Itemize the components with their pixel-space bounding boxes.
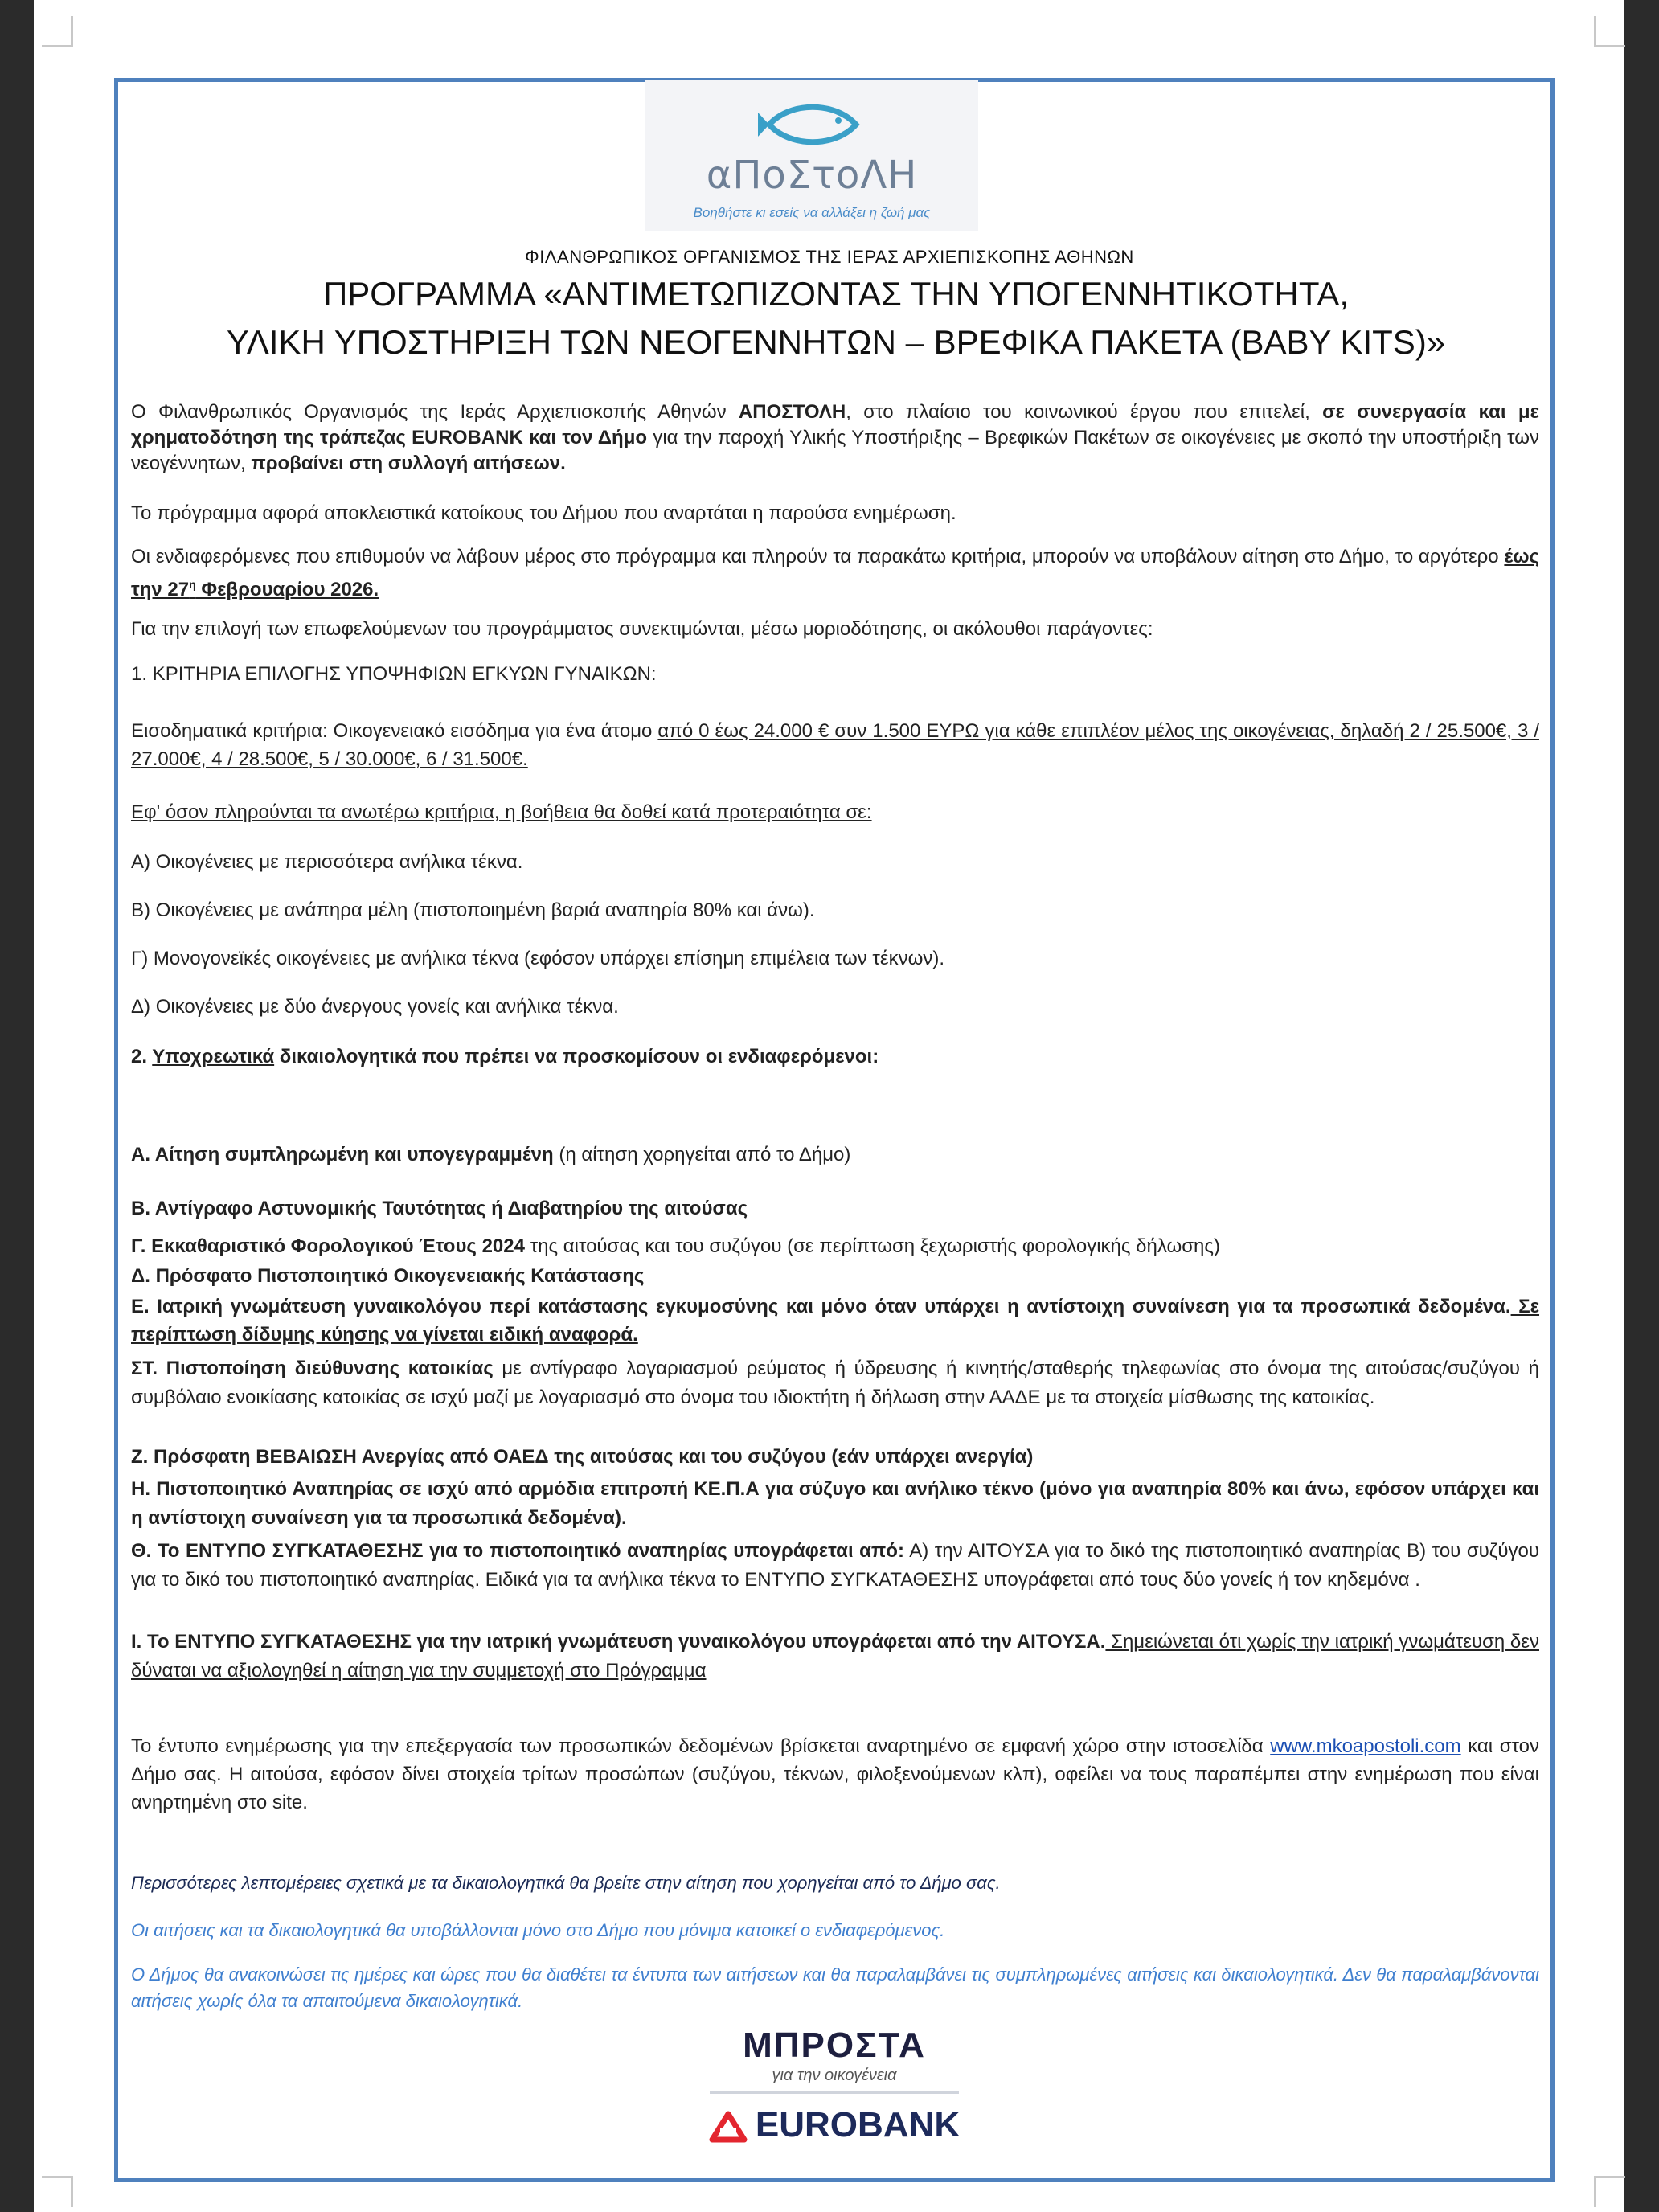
mprosta-tagline: για την οικογένεια (772, 2067, 897, 2084)
organization-line: ΦΙΛΑΝΘΡΩΠΙΚΟΣ ΟΡΓΑΝΙΣΜΟΣ ΤΗΣ ΙΕΡΑΣ ΑΡΧΙΕΠΙΣΚΟΠΗΣ ΑΘΗΝΩΝ (525, 247, 1134, 267)
deadline-month: Φεβρουαρίου 2026. (195, 579, 379, 600)
doc-item-d: Δ. Πρόσφατο Πιστοποιητικό Οικογενειακής Κατάστασης (131, 1265, 645, 1287)
crop-mark-top-left (42, 16, 73, 47)
crop-mark-top-right (1594, 16, 1625, 47)
logo-name: αΠοΣτοΛΗ (706, 153, 918, 198)
intro-action: προβαίνει στη συλλογή αιτήσεων. (251, 453, 566, 474)
intro-text-e: για την παροχή Υλικής Υποστήριξης – Βρεφικών Πακέτων σε οικογένειες με σκοπό την υποστήριξη των νεογέννητων, (131, 427, 1539, 474)
doc-item-i (131, 1628, 1539, 1686)
deadline-day: έως την 27 (131, 546, 1539, 600)
eurobank-mark-icon (709, 2111, 748, 2143)
fish-icon (758, 104, 866, 145)
logo-divider (710, 2091, 959, 2094)
priority-item-b: Β) Οικογένειες με ανάπηρα μέλη (πιστοποιημένη βαριά αναπηρία 80% και άνω). (131, 899, 815, 921)
income-criteria (131, 717, 1539, 773)
mprosta-logo: ΜΠΡΟΣΤΑ (743, 2026, 926, 2065)
doc-th-title: Θ. Το ΕΝΤΥΠΟ ΣΥΓΚΑΤΑΘΕΣΗΣ για το πιστοποιητικό αναπηρίας υπογράφεται από: (131, 1540, 904, 1562)
sponsor-logos (702, 2026, 967, 2186)
doc-item-h: Η. Πιστοποιητικό Αναπηρίας σε ισχύ από αρμόδια επιτροπή ΚΕ.Π.Α για σύζυγο και ανήλικο τέκνο (μόνο για αναπηρία 80% και άνω, εφόσον υπάρχει και η αντίστοιχη συναίνεση για τα προσωπικά δεδομένα). (131, 1478, 1539, 1529)
note-details: Περισσότερες λεπτομέρειες σχετικά με τα δικαιολογητικά θα βρείτε στην αίτηση που χορηγείται από το Δήμο σας. (131, 1873, 1001, 1893)
note-schedule: Ο Δήμος θα ανακοινώσει τις ημέρες και ώρες που θα διαθέτει τα έντυπα των αιτήσεων και θα παραλαμβάνει τις συμπληρωμένες αιτήσεις και δικαιολογητικά. Δεν θα παραλαμβάνονται αιτήσεις χωρίς όλα τα απαιτούμενα δικαιολογητικά. (131, 1964, 1539, 2011)
section-2-number: 2. (131, 1046, 153, 1067)
doc-e-twins-note: Σε περίπτωση δίδυμης κύησης να γίνεται ειδική αναφορά. (131, 1296, 1540, 1346)
intro-paragraph (131, 399, 1539, 477)
apostoli-logo (645, 80, 978, 231)
doc-a-note: (η αίτηση χορηγείται από το Δήμο) (553, 1144, 851, 1165)
privacy-paragraph (131, 1732, 1539, 1817)
crop-mark-bottom-left (42, 2176, 73, 2207)
deadline-paragraph (131, 543, 1539, 604)
program-title-line-2: ΥΛΙΚΗ ΥΠΟΣΤΗΡΙΞΗ ΤΩΝ ΝΕΟΓΕΝΝΗΤΩΝ – ΒΡΕΦΙΚΑ ΠΑΚΕΤΑ (BABY KITS)» (226, 323, 1446, 361)
eurobank-name: EUROBANK (755, 2105, 961, 2144)
income-thresholds: από 0 έως 24.000 € συν 1.500 ΕΥΡΩ για κάθε επιπλέον μέλος της οικογένειας, δηλαδή 2 / 25.500€, 3 / 27.000€, 4 / 28.500€, 5 / 30.000€, 6 / 31.500€. (131, 720, 1539, 770)
note-submission: Οι αιτήσεις και τα δικαιολογητικά θα υποβάλλονται μόνο στο Δήμο που μόνιμα κατοικεί ο ενδιαφερόμενος. (131, 1920, 945, 1940)
intro-text-c: , στο πλαίσιο του κοινωνικού έργου που επιτελεί, (846, 401, 1323, 423)
doc-item-st (131, 1354, 1539, 1412)
section-2-heading (131, 1043, 1539, 1070)
doc-item-a (131, 1141, 1539, 1168)
doc-st-note: με αντίγραφο λογαριασμού ρεύματος ή ύδρευσης ή κινητής/σταθερής τηλεφωνίας στο όνομα της αιτούσας/συζύγου ή συμβόλαιο ενοικίασης κατοικίας σε ισχύ μαζί με λογαριασμό στο όνομα του ιδιοκτήτη ή δήλωση στην ΑΑΔΕ με τα στοιχεία μίσθωσης της κατοικίας. (131, 1358, 1539, 1408)
intro-text-a: Ο Φιλανθρωπικός Οργανισμός της Ιεράς Αρχιεπισκοπής Αθηνών (131, 401, 739, 423)
doc-i-note: Σημειώνεται ότι χωρίς την ιατρική γνωμάτευση δεν δύναται να αξιολογηθεί η αίτηση για την συμμετοχή στο Πρόγραμμα (131, 1631, 1539, 1682)
logo-tagline: Βοηθήστε κι εσείς να αλλάξει η ζωή μας (693, 205, 931, 220)
doc-st-title: ΣΤ. Πιστοποίηση διεύθυνσης κατοικίας (131, 1358, 494, 1379)
intro-partnership: σε συνεργασία και με χρηματοδότηση της τράπεζας EUROBANK και τον Δήμο (131, 401, 1539, 449)
doc-item-z: Ζ. Πρόσφατη ΒΕΒΑΙΩΣΗ Ανεργίας από ΟΑΕΔ της αιτούσας και του συζύγου (εάν υπάρχει ανεργία) (131, 1446, 1034, 1468)
page-border (114, 78, 1555, 2182)
eurobank-logo (702, 2105, 967, 2145)
priority-item-d: Δ) Οικογένειες με δύο άνεργους γονείς και ανήλικα τέκνα. (131, 996, 619, 1018)
doc-th-note: Α) την ΑΙΤΟΥΣΑ για το δικό της πιστοποιητικό αναπηρίας Β) του συζύγου για το δικό του πιστοποιητικό αναπηρίας. Ειδικά για τα ανήλικα τέκνα το ΕΝΤΥΠΟ ΣΥΓΚΑΤΑΘΕΣΗΣ υπογράφεται από τους δύο γονείς ή τον κηδεμόνα . (131, 1540, 1539, 1591)
residents-paragraph: Το πρόγραμμα αφορά αποκλειστικά κατοίκους του Δήμου που αναρτάται η παρούσα ενημέρωση. (131, 502, 956, 524)
doc-g-note: της αιτούσας και του συζύγου (σε περίπτωση ξεχωριστής φορολογικής δήλωσης) (524, 1235, 1220, 1257)
deadline-text: Οι ενδιαφερόμενες που επιθυμούν να λάβουν μέρος στο πρόγραμμα και πληρούν τα παρακάτω κριτήρια, μπορούν να υποβάλουν αίτηση στο Δήμο, το αργότερο (131, 546, 1505, 567)
priority-item-c: Γ) Μονογονεϊκές οικογένειες με ανήλικα τέκνα (εφόσον υπάρχει επίσημη επιμέλεια των τέκνων). (131, 948, 945, 969)
priority-item-a: Α) Οικογένειες με περισσότερα ανήλικα τέκνα. (131, 851, 523, 873)
income-label: Εισοδηματικά κριτήρια: Οικογενειακό εισόδημα για ένα άτομο (131, 720, 658, 742)
factors-paragraph: Για την επιλογή των επωφελούμενων του προγράμματος συνεκτιμώνται, μέσω μοριοδότησης, οι ακόλουθοι παράγοντες: (131, 618, 1153, 640)
website-link[interactable]: www.mkoapostoli.com (1270, 1735, 1461, 1757)
doc-e-title: Ε. Ιατρική γνωμάτευση γυναικολόγου περί κατάστασης εγκυμοσύνης και μόνο όταν υπάρχει η αντίστοιχη συναίνεση για τα προσωπικά δεδομένα. (131, 1296, 1511, 1317)
privacy-text-a: Το έντυπο ενημέρωσης για την επεξεργασία των προσωπικών δεδομένων βρίσκεται αναρτημένο σε εμφανή χώρο στην ιστοσελίδα (131, 1735, 1271, 1757)
deadline-superscript: η (189, 578, 196, 591)
section-1-heading: 1. ΚΡΙΤΗΡΙΑ ΕΠΙΛΟΓΗΣ ΥΠΟΨΗΦΙΩΝ ΕΓΚΥΩΝ ΓΥΝΑΙΚΩΝ: (131, 663, 657, 685)
priority-intro: Εφ' όσον πληρούνται τα ανωτέρω κριτήρια, η βοήθεια θα δοθεί κατά προτεραιότητα σε: (131, 801, 872, 823)
doc-i-title: Ι. Το ΕΝΤΥΠΟ ΣΥΓΚΑΤΑΘΕΣΗΣ για την ιατρική γνωμάτευση γυναικολόγου υπογράφεται από την ΑΙΤΟΥΣΑ. (131, 1631, 1106, 1653)
doc-item-th (131, 1537, 1539, 1595)
intro-org-name: ΑΠΟΣΤΟΛΗ (738, 401, 846, 423)
program-title-line-1: ΠΡΟΓΡΑΜΜΑ «ΑΝΤΙΜΕΤΩΠΙΖΟΝΤΑΣ ΤΗΝ ΥΠΟΓΕΝΝΗΤΙΚΟΤΗΤΑ, (322, 275, 1350, 313)
privacy-text-b: και στον Δήμο σας. Η αιτούσα, εφόσον δίνει στοιχεία τρίτων προσώπων (συζύγου, τέκνων, φιλοξενούμενων κλπ), οφείλει να τους παραπέμπει στην ενημέρωση που είναι ανηρτημένη στο site. (131, 1735, 1539, 1813)
section-2-mandatory: Υποχρεωτικά (152, 1046, 275, 1067)
doc-item-e (131, 1292, 1539, 1349)
doc-item-g (131, 1233, 1539, 1260)
section-2-text: δικαιολογητικά που πρέπει να προσκομίσουν οι ενδιαφερόμενοι: (274, 1046, 879, 1067)
crop-mark-bottom-right (1594, 2176, 1625, 2207)
doc-g-title: Γ. Εκκαθαριστικό Φορολογικού Έτους 2024 (131, 1235, 525, 1257)
doc-item-b: Β. Αντίγραφο Αστυνομικής Ταυτότητας ή Διαβατηρίου της αιτούσας (131, 1198, 748, 1219)
doc-a-title: Α. Αίτηση συμπληρωμένη και υπογεγραμμένη (131, 1144, 554, 1165)
